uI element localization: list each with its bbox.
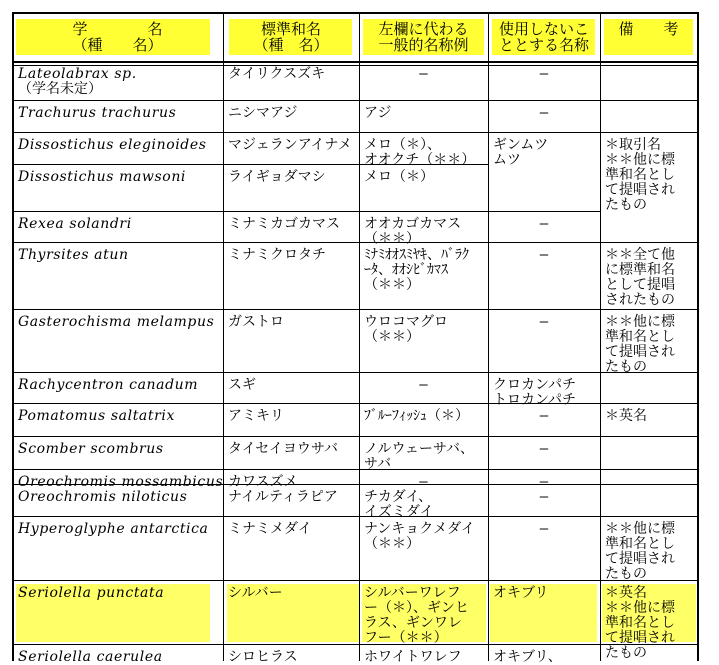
column-header-line: 備 考	[618, 20, 679, 38]
common-name-example-line: チカダイ、	[364, 489, 433, 505]
row-border	[12, 100, 224, 101]
standard-japanese-name	[228, 378, 256, 393]
remarks-line: 準和名とし	[605, 167, 675, 183]
scientific-name-note: （学名未定）	[18, 81, 102, 97]
unused-name-line: ギンムツ	[493, 137, 549, 153]
unused-name-dash: ―	[539, 474, 549, 490]
column-header	[490, 21, 598, 53]
row-border	[488, 372, 601, 373]
row-border	[12, 211, 224, 212]
unused-name-dash: ―	[539, 66, 549, 82]
unused-name	[493, 650, 562, 665]
common-name-example	[364, 217, 461, 247]
standard-japanese-name-line: シロヒラス	[228, 649, 298, 665]
common-name-example-line: ホワイトワレフ	[364, 649, 462, 665]
remarks-line: 準和名とし	[605, 615, 675, 631]
row-border	[12, 644, 224, 645]
common-name-example-line: サバ	[364, 456, 392, 472]
common-name-example-line: ﾐﾅﾐｵｵｽﾐﾔｷ、ﾊﾞﾗｸ	[364, 247, 469, 263]
scientific-name-line: Thyrsites atun	[18, 247, 129, 263]
row-border	[359, 580, 489, 581]
row-border	[600, 436, 698, 437]
standard-japanese-name-line: マジェランアイナメ	[228, 137, 352, 153]
standard-japanese-name	[228, 442, 338, 457]
standard-japanese-name	[228, 138, 352, 153]
scientific-name-line: Trachurus trachurus	[18, 105, 177, 121]
common-name-example-line: ナンキョクメダイ	[364, 521, 475, 537]
scientific-name	[18, 409, 175, 424]
common-name-example-line: （＊＊）	[364, 329, 420, 345]
standard-japanese-name	[228, 490, 338, 505]
scientific-name-line: Oreochromis mossambicus	[18, 474, 224, 490]
remarks	[605, 138, 675, 213]
row-border	[223, 100, 360, 101]
unused-name-dash: ―	[539, 441, 549, 457]
remarks-line: されたもの	[605, 292, 675, 308]
unused-name-dash: ―	[539, 521, 549, 537]
standard-japanese-name-line: スギ	[228, 377, 256, 393]
row-border	[488, 100, 601, 101]
row-border	[12, 132, 224, 133]
remarks-line: ＊英名	[605, 408, 647, 424]
row-border	[600, 469, 698, 470]
common-name-example	[364, 522, 475, 552]
row-border	[223, 242, 360, 243]
common-name-example-line: メロ（＊）	[364, 169, 434, 185]
standard-japanese-name-line: タイリクスズキ	[228, 66, 326, 82]
scientific-name-line: Scomber scombrus	[18, 441, 164, 457]
row-border	[600, 403, 698, 404]
standard-japanese-name-line: シルバー	[228, 585, 283, 601]
remarks-line: ＊＊他に標	[605, 600, 675, 616]
row-border	[223, 403, 360, 404]
scientific-name	[18, 138, 207, 153]
scientific-name	[18, 315, 214, 330]
row-border	[223, 211, 360, 212]
common-name-example-line: メロ（＊）、	[364, 137, 441, 153]
unused-name-line: オキブリ、	[493, 649, 562, 665]
row-border	[223, 516, 360, 517]
row-border	[223, 309, 360, 310]
unused-name	[493, 138, 548, 168]
scientific-name	[18, 650, 163, 665]
row-border	[488, 469, 601, 470]
scientific-name	[18, 67, 137, 82]
header-border-bottom	[12, 61, 698, 63]
row-border	[488, 516, 601, 517]
remarks-line: て提唱され	[605, 551, 675, 567]
standard-japanese-name-line: ナイルティラピア	[228, 489, 338, 505]
unused-name-line: トロカンパチ	[493, 392, 577, 408]
common-name-example-line: （＊＊）	[364, 231, 420, 247]
common-name-dash: ―	[419, 66, 428, 82]
column-header	[602, 21, 695, 37]
row-border	[600, 100, 698, 101]
unused-name-dash: ―	[539, 314, 549, 330]
column-header	[14, 21, 221, 53]
common-name-example	[364, 650, 462, 665]
remarks	[605, 409, 647, 424]
unused-name-dash: ―	[539, 408, 549, 424]
scientific-name-line: Hyperoglyphe antarctica	[18, 521, 209, 537]
column-border	[223, 12, 224, 661]
unused-name-dash: ―	[539, 105, 549, 121]
remarks-line: たもの	[605, 566, 647, 582]
unused-name	[493, 586, 548, 601]
scientific-name	[18, 490, 187, 505]
row-border	[12, 580, 224, 581]
column-border	[600, 12, 601, 661]
column-header	[361, 21, 486, 53]
remarks	[605, 248, 675, 308]
unused-name-dash: ―	[539, 489, 549, 505]
row-border	[488, 644, 601, 645]
scientific-name-line: Gasterochisma melampus	[18, 314, 215, 330]
common-name-dash: ―	[419, 474, 428, 490]
unused-name-line: クロカンパチ	[493, 377, 577, 393]
common-name-example	[364, 106, 391, 121]
standard-japanese-name	[228, 217, 340, 232]
standard-japanese-name	[228, 522, 312, 537]
remarks-line: ＊＊他に標	[605, 152, 675, 168]
common-name-example-line: ｰﾀ、ｵｵｼﾋﾞｶﾏｽ	[364, 262, 448, 278]
column-header-line: 左欄に代わる	[378, 20, 469, 38]
row-border	[359, 132, 489, 133]
column-header-line: 学 名	[72, 20, 163, 38]
scientific-name-line: Rachycentron canadum	[18, 377, 199, 393]
scientific-name-line: Rexea solandri	[18, 216, 132, 232]
standard-japanese-name-line: ガストロ	[228, 314, 284, 330]
scientific-name-line: Pomatomus saltatrix	[18, 408, 175, 424]
remarks-line: ＊＊他に標	[605, 521, 675, 537]
remarks-line: として提唱	[605, 277, 675, 293]
common-name-example	[364, 490, 434, 520]
row-border	[488, 211, 601, 212]
standard-japanese-name-line: タイセイヨウサバ	[228, 441, 339, 457]
remarks-line: ＊取引名	[605, 137, 661, 153]
remarks	[605, 315, 675, 375]
standard-japanese-name	[228, 67, 325, 82]
row-border	[359, 100, 489, 101]
standard-japanese-name-line: ミナミクロタチ	[228, 247, 326, 263]
unused-name-line: ムツ	[493, 152, 521, 168]
standard-japanese-name	[228, 248, 326, 263]
row-border	[488, 132, 601, 133]
common-name-example-line: ノルウェーサバ、	[364, 441, 475, 457]
remarks	[605, 586, 675, 661]
common-name-example-line: オオカゴカマス	[364, 216, 462, 232]
standard-japanese-name	[228, 315, 284, 330]
common-name-example-line: ラス、ギンワレ	[364, 615, 462, 631]
row-border	[223, 372, 360, 373]
row-border	[488, 436, 601, 437]
common-name-example	[364, 442, 474, 472]
common-name-example-line: シルバーワレフ	[364, 585, 461, 601]
common-name-dash: ―	[419, 377, 428, 393]
remarks-line: たもの	[605, 197, 647, 213]
common-name-example-line: ー（＊）、ギンヒ	[364, 600, 469, 616]
common-name-example	[364, 409, 469, 424]
row-border	[600, 484, 698, 485]
row-border	[359, 372, 489, 373]
column-border	[359, 12, 360, 661]
standard-japanese-name-line: カワスズメ	[228, 474, 298, 490]
row-border	[600, 132, 698, 133]
scientific-name	[18, 378, 198, 393]
standard-japanese-name	[228, 106, 297, 121]
scientific-name	[18, 217, 132, 232]
row-border	[488, 242, 601, 243]
row-border	[223, 164, 360, 165]
remarks-line: に標準和名	[605, 262, 675, 278]
scientific-name	[18, 248, 129, 263]
standard-japanese-name-line: ミナミカゴカマス	[228, 216, 340, 232]
row-border	[359, 436, 489, 437]
common-name-example-line: イズミダイ	[364, 504, 434, 520]
scientific-name-line: Dissostichus eleginoides	[18, 137, 207, 153]
column-header-line: （種 名）	[253, 36, 329, 54]
column-header-line: 使用しないこ	[498, 20, 589, 38]
standard-japanese-name	[228, 650, 298, 665]
row-border	[12, 164, 224, 165]
common-name-example-line: ウロコマグロ	[364, 314, 448, 330]
column-header-line: ととする名称	[498, 36, 589, 54]
standard-japanese-name	[228, 170, 326, 185]
row-border	[223, 580, 360, 581]
row-border	[488, 309, 601, 310]
scientific-name	[18, 522, 209, 537]
standard-japanese-name-line: ニシマアジ	[228, 105, 298, 121]
row-border	[12, 516, 224, 517]
remarks-line: ＊＊全て他	[605, 247, 675, 263]
row-border	[359, 309, 489, 310]
common-name-example-line: アジ	[364, 105, 392, 121]
remarks-line: て提唱され	[605, 630, 675, 646]
column-border	[697, 12, 699, 661]
remarks-line: ＊＊他に標	[605, 314, 675, 330]
common-name-example-line: オオクチ（＊＊）	[364, 152, 476, 168]
column-border	[12, 12, 14, 661]
column-header-line: （種 名）	[72, 36, 163, 54]
unused-name-line: オキブリ	[493, 585, 549, 601]
row-border	[12, 309, 224, 310]
scientific-name	[18, 170, 186, 185]
common-name-example	[364, 170, 434, 185]
common-name-example-line: フー（＊＊）	[364, 630, 448, 646]
row-border	[600, 242, 698, 243]
row-border	[488, 580, 601, 581]
scientific-name-line: Seriolella caerulea	[18, 649, 163, 665]
row-border	[12, 242, 224, 243]
common-name-example	[364, 315, 448, 345]
common-name-example-line: ﾌﾞﾙｰﾌｨｯｼｭ（＊）	[364, 408, 469, 424]
scientific-name	[18, 442, 164, 457]
row-border	[223, 644, 360, 645]
row-border	[12, 469, 224, 470]
remarks-line: て提唱され	[605, 344, 675, 360]
row-border	[223, 132, 360, 133]
row-border	[600, 516, 698, 517]
remarks-line: ＊英名	[605, 585, 647, 601]
scientific-name	[18, 586, 164, 601]
unused-name-dash: ―	[539, 247, 549, 263]
row-border	[359, 403, 489, 404]
standard-japanese-name-line: アミキリ	[228, 408, 284, 424]
common-name-example-line: （＊＊）	[364, 536, 420, 552]
scientific-name-line: Seriolella punctata	[18, 585, 165, 601]
common-name-example	[364, 138, 475, 168]
scientific-name-line: Lateolabrax sp.	[18, 66, 137, 82]
row-border	[12, 372, 224, 373]
row-border	[12, 403, 224, 404]
column-header-line: 一般的名称例	[378, 36, 469, 54]
standard-japanese-name	[228, 475, 298, 490]
scientific-name	[18, 475, 223, 490]
common-name-example	[364, 248, 469, 293]
table-border-top	[12, 12, 698, 14]
remarks-line: て提唱され	[605, 182, 675, 198]
column-header-line: 標準和名	[260, 20, 321, 38]
remarks-line: 準和名とし	[605, 329, 675, 345]
row-border	[600, 309, 698, 310]
column-header	[225, 21, 357, 53]
standard-japanese-name	[228, 409, 284, 424]
unused-name-dash: ―	[539, 216, 549, 232]
standard-japanese-name-line: ライギョダマシ	[228, 169, 326, 185]
row-border	[223, 436, 360, 437]
remarks-line: 準和名とし	[605, 536, 675, 552]
row-border	[223, 469, 360, 470]
unused-name	[493, 378, 576, 408]
standard-japanese-name-line: ミナミメダイ	[228, 521, 312, 537]
scientific-name-line: Oreochromis niloticus	[18, 489, 188, 505]
standard-japanese-name	[228, 586, 283, 601]
common-name-example	[364, 586, 469, 646]
remarks-line: たもの	[605, 359, 647, 375]
remarks	[605, 522, 675, 582]
remarks-line: たもの	[605, 645, 647, 661]
scientific-name-line: Dissostichus mawsoni	[18, 169, 187, 185]
scientific-name	[18, 106, 176, 121]
common-name-example-line: （＊＊）	[364, 277, 420, 293]
row-border	[359, 211, 489, 212]
row-border	[12, 436, 224, 437]
